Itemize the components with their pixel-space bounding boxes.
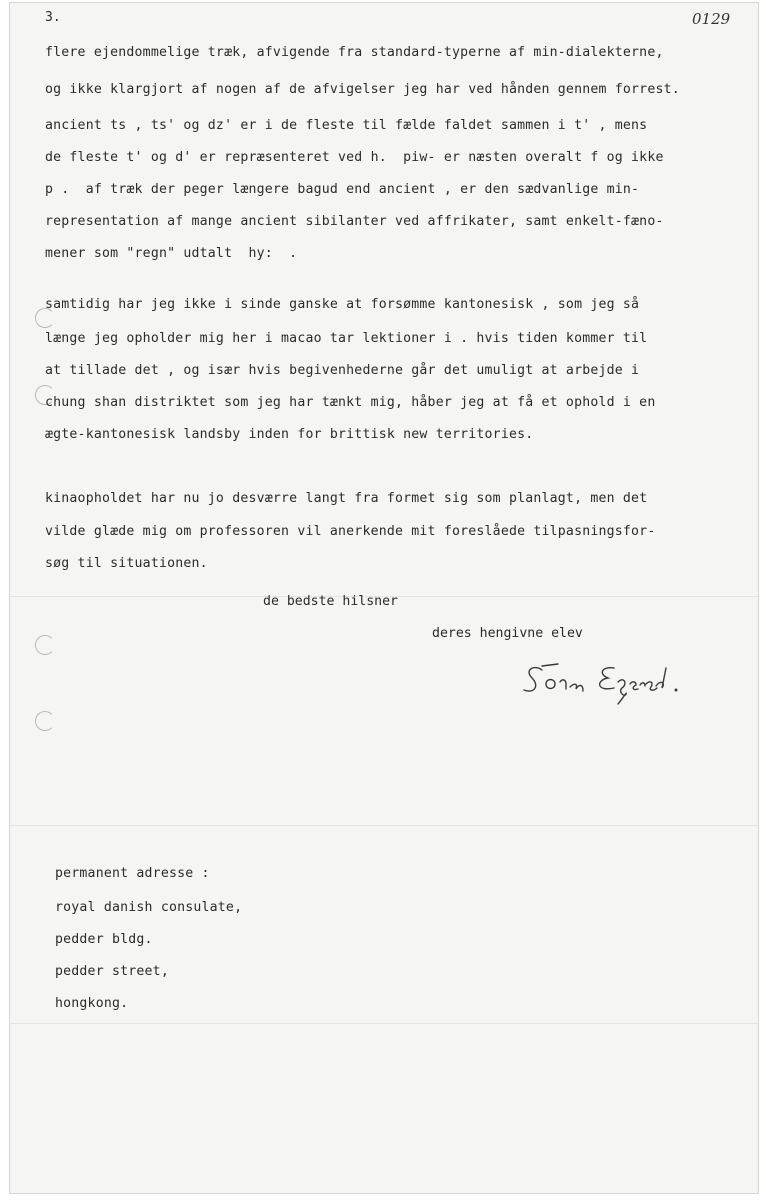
punch-hole [35, 635, 55, 655]
body-line: samtidig har jeg ikke i sinde ganske at forsømme kantonesisk , som jeg så [45, 297, 640, 312]
fold-line [10, 1023, 758, 1024]
body-line: de fleste t' og d' er repræsenteret ved h. piw- er næsten overalt f og ikke [45, 150, 664, 165]
body-line: længe jeg opholder mig her i macao tar lektioner i . hvis tiden kommer til [45, 331, 648, 346]
body-line: at tillade det , og især hvis begivenhederne går det umuligt at arbejde i [45, 363, 640, 378]
punch-hole [35, 711, 55, 731]
archive-number: 0129 [692, 10, 731, 28]
body-line: søg til situationen. [45, 556, 208, 571]
body-line: vilde glæde mig om professoren vil anerkende mit foreslåede tilpasningsfor- [45, 524, 656, 539]
body-line: ægte-kantonesisk landsby inden for brittisk new territories. [45, 427, 534, 442]
closing-valediction: deres hengivne elev [432, 626, 583, 641]
fold-line [10, 825, 758, 826]
page-number: 3. [45, 10, 61, 25]
body-line: mener som "regn" udtalt hy: . [45, 246, 298, 261]
body-line: flere ejendommelige træk, afvigende fra standard-typerne af min-dialekterne, [45, 45, 664, 60]
address-line: hongkong. [55, 996, 129, 1011]
address-line: pedder bldg. [55, 932, 153, 947]
body-line: kinaopholdet har nu jo desværre langt fra formet sig som planlagt, men det [45, 491, 648, 506]
address-line: pedder street, [55, 964, 169, 979]
address-line: permanent adresse : [55, 866, 210, 881]
signature-svg [520, 660, 690, 706]
address-line: royal danish consulate, [55, 900, 243, 915]
body-line: og ikke klargjort af nogen af de afvigelser jeg har ved hånden gennem forrest. [45, 82, 680, 97]
signature [520, 660, 690, 710]
body-line: ancient ts , ts' og dz' er i de fleste til fælde faldet sammen i t' , mens [45, 118, 648, 133]
closing-greeting: de bedste hilsner [263, 594, 398, 609]
body-line: p . af træk der peger længere bagud end ancient , er den sædvanlige min- [45, 182, 640, 197]
body-line: representation af mange ancient sibilanter ved affrikater, samt enkelt-fæno- [45, 214, 664, 229]
body-line: chung shan distriktet som jeg har tænkt mig, håber jeg at få et ophold i en [45, 395, 656, 410]
